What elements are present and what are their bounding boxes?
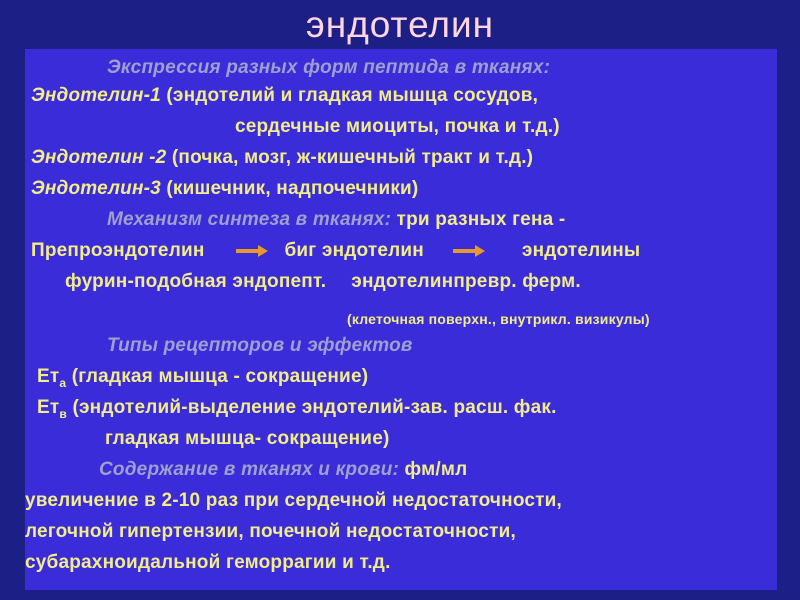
pathway-step-preproendothelin: Препроэндотелин [31, 240, 205, 261]
endothelin-1-continuation: сердечные миоциты, почка и т.д.) [235, 116, 560, 137]
enzymes-line [65, 271, 581, 293]
receptor-eta-text: (гладкая мышца - сокращение) [66, 366, 369, 387]
pathway-step-endothelins: эндотелины [521, 240, 641, 261]
pathway-line [31, 240, 640, 262]
enzyme-ece: эндотелинпревр. ферм. [351, 271, 581, 292]
endothelin-3-line [31, 178, 418, 200]
receptor-etb-continuation: гладкая мышца- сокращение) [105, 428, 390, 449]
receptor-eta-line [37, 366, 368, 390]
location-note: (клеточная поверхн., внутрикл. визикулы) [347, 311, 650, 327]
slide-title: эндотелин [305, 4, 495, 45]
content-panel [25, 49, 777, 590]
pathway-step-big-endothelin: биг эндотелин [284, 240, 424, 261]
receptor-etb-sub: в [59, 406, 67, 421]
increase-line-3: субарахноидальной геморрагии и т.д. [25, 552, 391, 573]
endothelin-2-text: (почка, мозг, ж-кишечный тракт и т.д.) [166, 147, 534, 168]
endothelin-1-name: Эндотелин-1 [31, 85, 161, 106]
right-arrow-icon [234, 243, 270, 259]
increase-line-2: легочной гипертензии, почечной недостаточности, [25, 521, 516, 542]
content-line [99, 459, 467, 481]
enzyme-furin: фурин-подобная эндопепт. [65, 271, 327, 292]
expression-heading: Экспрессия разных форм пептида в тканях: [107, 57, 551, 78]
receptor-etb-label: Ет [37, 397, 60, 418]
endothelin-2-name: Эндотелин -2 [31, 147, 167, 168]
synthesis-line [107, 209, 565, 231]
receptor-eta-label: Ет [37, 366, 60, 387]
synthesis-heading: Механизм синтеза в тканях: [107, 209, 392, 230]
endothelin-1-line [31, 85, 538, 107]
endothelin-1-text: (эндотелий и гладкая мышца сосудов, [160, 85, 539, 106]
endothelin-2-line [31, 147, 533, 169]
synthesis-value: три разных гена - [391, 209, 566, 230]
increase-line-1: увеличение в 2-10 раз при сердечной недостаточности, [25, 490, 563, 511]
receptor-etb-line [37, 397, 557, 421]
receptor-eta-sub: а [59, 375, 67, 390]
receptors-heading: Типы рецепторов и эффектов [107, 335, 413, 356]
content-heading: Содержание в тканях и крови: [99, 459, 400, 480]
right-arrow-icon [451, 243, 487, 259]
receptor-etb-text: (эндотелий-выделение эндотелий-зав. расш. фак. [66, 397, 557, 418]
endothelin-3-name: Эндотелин-3 [31, 178, 161, 199]
endothelin-3-text: (кишечник, надпочечники) [160, 178, 419, 199]
content-unit: фм/мл [399, 459, 468, 480]
